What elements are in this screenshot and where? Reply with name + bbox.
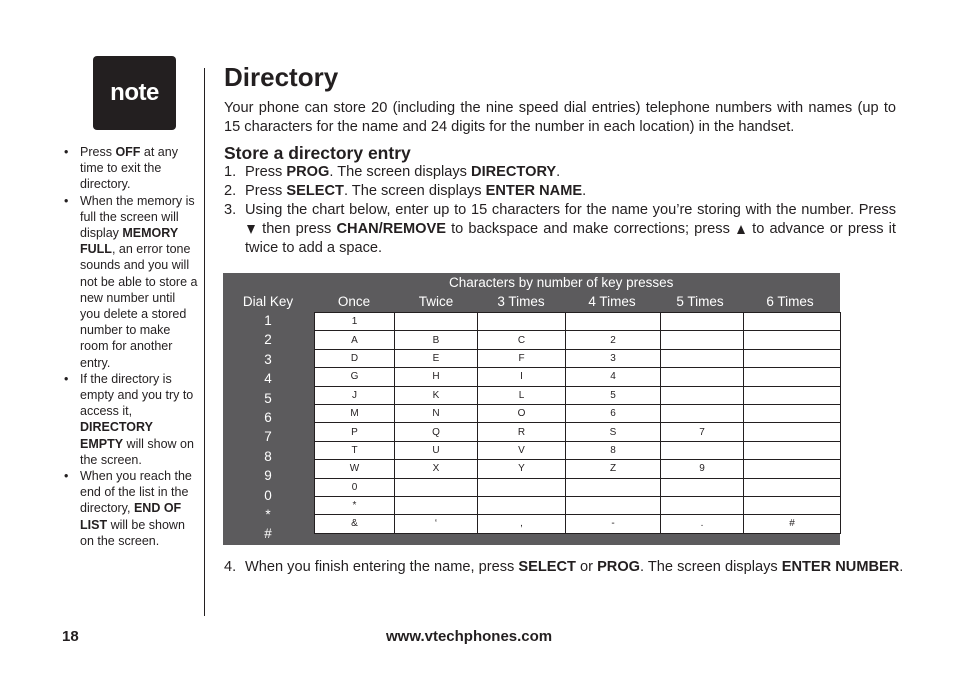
table-cell: I [478,368,566,386]
table-row [315,496,841,514]
table-cell [744,404,841,422]
bold-term: PROG [286,164,330,180]
table-cell: 8 [566,441,661,459]
table-cell: 5 [566,386,661,404]
section-title: Store a directory entry [224,143,411,163]
table-cell [744,313,841,331]
table-cell: G [315,368,395,386]
table-cell [566,313,661,331]
table-column-header: 3 Times [497,294,545,309]
table-cell [478,478,566,496]
table-cell [661,368,744,386]
table-cell: N [395,404,478,422]
table-cell [744,478,841,496]
table-super-header-label: Characters by number of key presses [449,275,674,290]
table-cell: * [315,496,395,514]
bold-term: DIRECTORY [471,164,557,180]
table-cell [661,496,744,514]
table-cell: E [395,349,478,367]
table-cell: J [315,386,395,404]
bold-term: ENTER NUMBER [781,559,900,575]
table-cell [661,386,744,404]
step-1: 1. Press PROG. The screen displays DIRECTORY. [224,164,561,180]
table-cell [744,331,841,349]
table-column-header: 5 Times [676,294,724,309]
table-cell [395,313,478,331]
bold-term: END OF LIST [80,501,182,532]
table-row [315,349,841,367]
dial-key-label: 2 [264,332,272,348]
bold-term: SELECT [286,183,344,199]
dial-key-label: 0 [264,487,272,503]
table-cell: # [744,515,841,533]
table-cell: 0 [315,478,395,496]
step-number: 4. [224,559,237,575]
table-cell: B [395,331,478,349]
table-cell [661,331,744,349]
table-cell: Z [566,460,661,478]
down-arrow-icon [247,225,255,234]
table-cell: 7 [661,423,744,441]
table-cell: 2 [566,331,661,349]
table-cell: A [315,331,395,349]
sidebar-bullet: • When the memory is full the screen will display MEMORY FULL, an error tone sounds and you will not be able to store a new number until you delete a stored number to make room for another entry. [62,193,198,371]
table-column-header: Once [337,294,371,309]
step-number: 3. [224,202,237,218]
up-arrow-icon [737,225,745,234]
table-cell: F [478,349,566,367]
table-cell: 1 [315,313,395,331]
table-cell [744,441,841,459]
table-cell [744,368,841,386]
note-logo: note [93,56,176,130]
intro-paragraph: Your phone can store 20 (including the nine speed dial entries) telephone numbers with names (up to 15 characters for the name and 24 digits for the number in each location) in the handset. [224,100,896,135]
table-cell: D [315,349,395,367]
dial-key-label: # [264,526,272,542]
table-cell [661,441,744,459]
table-cell [661,349,744,367]
steps-list [224,163,896,258]
table-cell: ‘ [395,515,478,533]
table-cell: H [395,368,478,386]
table-cell: C [478,331,566,349]
table-cell: O [478,404,566,422]
step-3: 3. Using the chart below, enter up to 15 characters for the name you’re storing with the number. Press then press CHAN/REMOVE to backspace and make corrections; press to advance or press it twice to add a space. [224,202,896,256]
table-row [315,441,841,459]
table-cell [395,478,478,496]
footer-url: www.vtechphones.com [386,628,553,645]
table-cell: L [478,386,566,404]
table-cell: 3 [566,349,661,367]
divider-line [204,68,205,616]
step-2: 2. Press SELECT. The screen displays ENTER NAME. [224,183,587,199]
dial-key-label: 8 [264,448,272,464]
sidebar-bullet: • Press OFF at any time to exit the directory. [62,144,198,193]
table-header-row [223,294,840,312]
bold-term: ENTER NAME [485,183,583,199]
dial-key-label: 9 [264,468,272,484]
table-cell: U [395,441,478,459]
table-super-header [223,275,840,293]
bold-term: CHAN/REMOVE [336,221,446,237]
sidebar-bullet: • When you reach the end of the list in the directory, END OF LIST will be shown on the screen. [62,468,198,549]
table-column-header: 4 Times [588,294,636,309]
character-grid [314,312,841,534]
table-row [315,478,841,496]
table-cell [744,496,841,514]
table-cell [566,478,661,496]
table-column-header: Twice [418,294,454,309]
dial-key-label: * [265,507,271,522]
step-number: 1. [224,164,237,180]
dial-key-label: 1 [264,313,272,328]
table-row [315,331,841,349]
table-cell: 6 [566,404,661,422]
table-row [315,460,841,478]
table-cell: 9 [661,460,744,478]
table-cell: , [478,515,566,533]
bold-term: OFF [115,145,141,159]
step-number: 2. [224,183,237,199]
table-cell [395,496,478,514]
table-cell: P [315,423,395,441]
table-cell: Y [478,460,566,478]
table-row [315,404,841,422]
table-cell: 4 [566,368,661,386]
table-cell: R [478,423,566,441]
table-row [315,423,841,441]
table-cell [478,496,566,514]
page-number: 18 [62,628,79,645]
table-cell [744,386,841,404]
table-row [315,313,841,331]
bold-term: DIRECTORY EMPTY [80,420,153,451]
table-row [315,515,841,533]
table-column-header: Dial Key [242,294,294,309]
table-cell: W [315,460,395,478]
table-cell [566,496,661,514]
bold-term: SELECT [518,559,576,575]
table-cell: X [395,460,478,478]
table-cell [744,423,841,441]
character-table [223,273,840,545]
step-4: 4. When you finish entering the name, press SELECT or PROG. The screen displays ENTER NUMBER. [224,559,904,575]
table-row [315,368,841,386]
page-title: Directory [224,62,339,92]
table-row [315,386,841,404]
dial-key-label: 6 [264,410,272,425]
table-cell [478,313,566,331]
table-cell: . [661,515,744,533]
table-column-header: 6 Times [766,294,814,309]
sidebar-bullet-list [62,144,198,549]
table-cell [744,349,841,367]
bold-term: MEMORY FULL [80,226,178,257]
sidebar-bullet: • If the directory is empty and you try to access it, DIRECTORY EMPTY will show on the screen. [62,371,198,468]
table-cell: M [315,404,395,422]
table-cell [661,404,744,422]
table-cell: Q [395,423,478,441]
sidebar-notes [62,144,198,549]
dial-key-label: 3 [264,351,272,367]
table-cell: K [395,386,478,404]
dial-key-label: 5 [264,390,272,406]
table-cell: V [478,441,566,459]
table-cell [661,313,744,331]
table-cell: & [315,515,395,533]
table-cell [744,460,841,478]
table-cell: T [315,441,395,459]
table-cell: - [566,515,661,533]
dial-key-label: 7 [264,429,272,445]
table-cell [661,478,744,496]
table-cell: S [566,423,661,441]
bold-term: PROG [597,559,641,575]
dial-key-label: 4 [264,371,272,387]
